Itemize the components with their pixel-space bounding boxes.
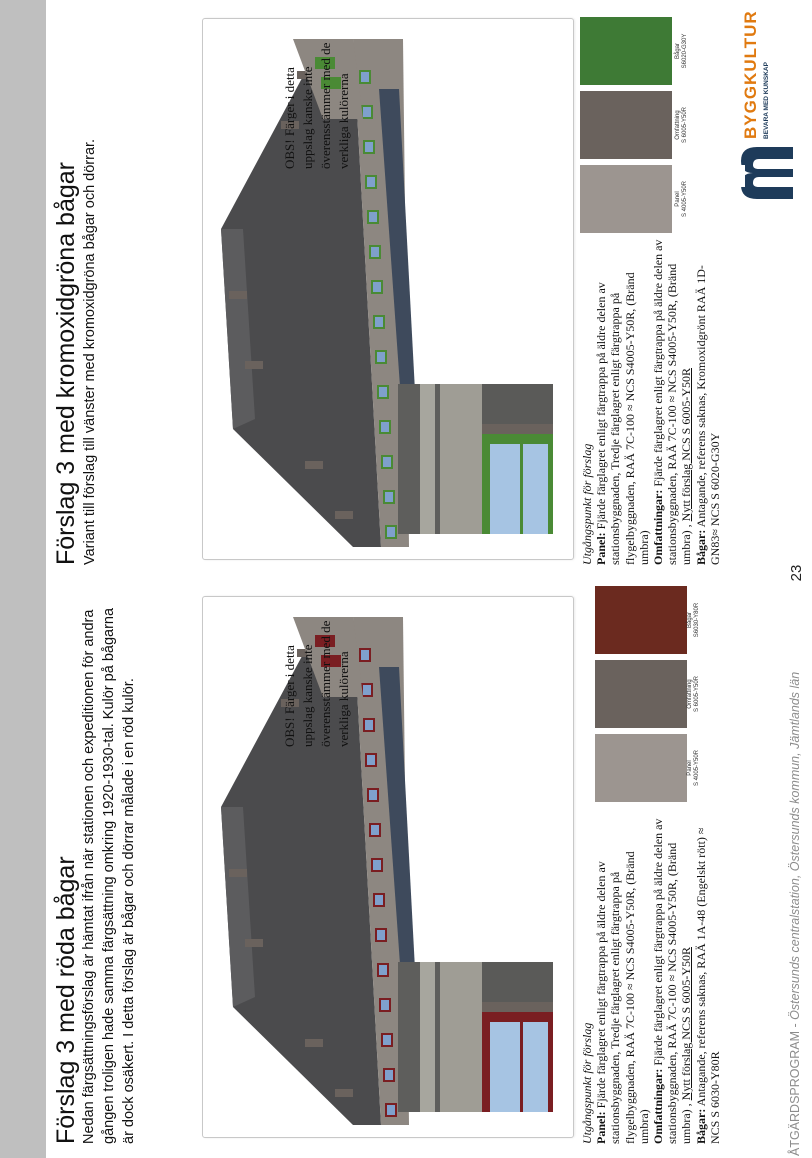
left-swatch-panel	[595, 734, 687, 802]
left-notes-heading: Utgångspunkt för förslag	[580, 1022, 594, 1144]
right-swatch-bagar-label: Bågar S6020-G30Y	[675, 33, 688, 69]
right-omf-text: Fjärde färglagret enligt färgtrappa på äldre delen av stationsbyggnaden, RAÄ 7C-100 ≈ NCS S4005-Y50R, (Bränd umbra) ,	[651, 239, 694, 565]
left-swatch-bagar-label: Bågar S6030-Y80R	[687, 602, 700, 638]
left-omf-new: Nytt förslag NCS S 6005-Y50R	[679, 947, 694, 1101]
right-notes	[580, 235, 722, 565]
right-proposal	[52, 10, 782, 565]
right-omf-label: Omfattningar:	[651, 489, 666, 565]
right-swatch-panel-label: Panel S 4005-Y50R	[675, 180, 688, 218]
right-swatch-omfattning	[580, 91, 672, 159]
page-number: 23	[788, 564, 805, 582]
byggkultur-logo	[735, 3, 805, 203]
right-title: Förslag 3 med kromoxidgröna bågar	[52, 162, 80, 565]
left-swatch-omfattning	[595, 660, 687, 728]
left-swatch-bagar	[595, 586, 687, 654]
right-rendering-panel	[202, 18, 574, 560]
right-notes-heading: Utgångspunkt för förslag	[580, 443, 594, 565]
left-omf-text: Fjärde färglagret enligt färgtrappa på äldre delen av stationsbyggnaden, RAÄ 7C-100 ≈ NCS S4005-Y50R, (Bränd umbra) ,	[651, 818, 694, 1144]
left-bagar-label: Bågar:	[693, 1108, 708, 1144]
right-panel-label: Panel:	[594, 532, 609, 565]
logo-wordmark: BYGGKULTUR	[741, 10, 760, 139]
left-bagar-text: Antagande, referens saknas, RAÄ 1A-48 (Engelskt rött) ≈ NCS S 6030-Y80R	[693, 827, 722, 1144]
right-swatch-panel	[580, 165, 672, 233]
right-variant: Variant till förslag till vänster med kromoxidgröna bågar och dörrar.	[82, 138, 98, 565]
right-bagar-text: Antagande, referens saknas, Kromoxidgrönt RAÄ 1D-GN83≈ NCS S 6020-G30Y	[693, 265, 722, 565]
header-bar	[0, 0, 46, 1158]
right-swatch-bagar	[580, 17, 672, 85]
right-swatches	[580, 10, 720, 235]
right-swatch-omfattning-label: Omfattning S 6005-Y50R	[675, 106, 688, 144]
left-window-detail	[398, 962, 553, 1112]
right-bagar-label: Bågar:	[693, 529, 708, 565]
left-notes	[580, 814, 722, 1144]
left-intro: Nedan färgsättningsförslag är hämtat ifrån när stationen och expeditionen för andra gången troligen hade samma färgsättning omkring 1920-1930-tal. Kulör på bågarna är dock osäkert. I detta förslag är bågar och dörrar målade i en röd kulör.	[81, 607, 137, 1144]
left-proposal	[52, 589, 782, 1144]
left-omf-label: Omfattningar:	[651, 1068, 666, 1144]
right-color-disclaimer: OBS! Färger i detta uppslag kanske inte överensstämmer med de verkliga kulörerna	[282, 42, 351, 169]
left-color-disclaimer: OBS! Färger i detta uppslag kanske inte överensstämmer med de verkliga kulörerna	[282, 620, 351, 747]
footer	[788, 596, 802, 1156]
right-panel-text: Fjärde färglagret enligt färgtrappa på äldre delen av stationsbyggnaden, Tredje färglagret enligt färgtrappa på flygelbyggnaden, RAÄ 7C-100 ≈ NCS S4005-Y50R, (Bränd umbra)	[594, 272, 651, 565]
left-swatches	[580, 589, 720, 814]
footer-place: Östersunds centralstation,	[788, 871, 802, 1020]
footer-program: ÅTGÄRDSPROGRAM -	[788, 1019, 802, 1156]
left-title: Förslag 3 med röda bågar	[52, 856, 80, 1144]
logo-tagline: BEVARA MED KUNSKAP	[763, 62, 770, 139]
footer-region: Östersunds kommun, Jämtlands län	[788, 671, 802, 872]
left-rendering-panel	[202, 596, 574, 1138]
right-omf-new: Nytt förslag NCS S 6005-Y50R	[679, 368, 694, 522]
left-swatch-omfattning-label: Omfattning S 6005-Y50R	[687, 675, 700, 713]
right-window-detail	[398, 384, 553, 534]
byggkultur-logo-mark	[735, 143, 797, 203]
left-panel-label: Panel:	[594, 1111, 609, 1144]
left-panel-text: Fjärde färglagret enligt färgtrappa på äldre delen av stationsbyggnaden, Tredje färglagret enligt färgtrappa på flygelbyggnaden, RAÄ 7C-100 ≈ NCS S4005-Y50R, (Bränd umbra)	[594, 851, 651, 1144]
left-swatch-panel-label: Panel S 4005-Y50R	[687, 749, 700, 787]
